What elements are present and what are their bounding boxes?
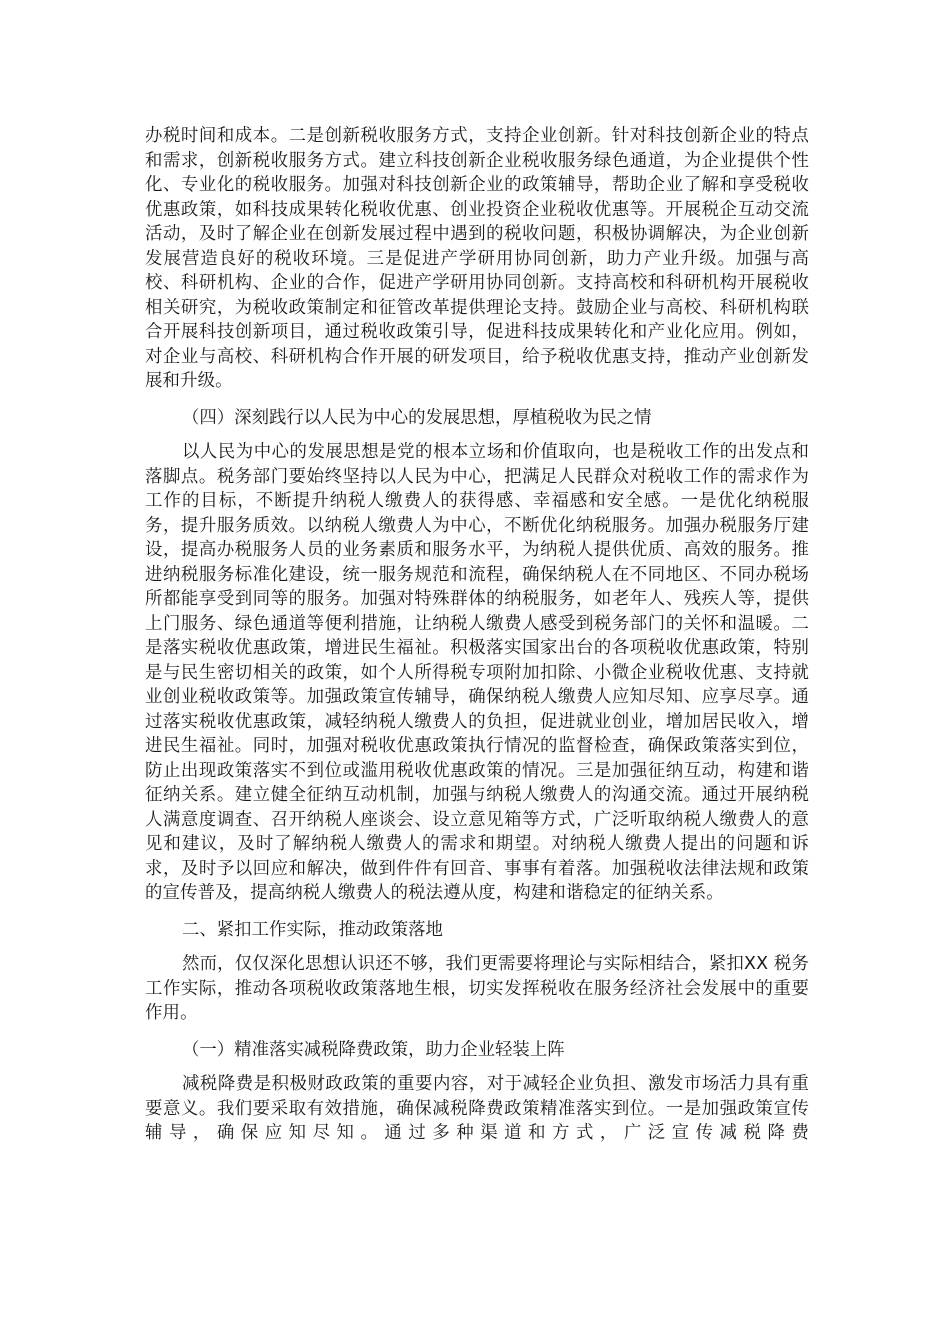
section-heading-tax-reduction: （一）精准落实减税降费政策，助力企业轻装上阵 — [182, 1039, 565, 1060]
section-heading-people-centered: （四）深刻践行以人民为中心的发展思想，厚植税收为民之情 — [182, 407, 652, 428]
paragraph-innovation-services: 办税时间和成本。二是创新税收服务方式，支持企业创新。针对科技创新企业的特点和需求，创新税收服务方式。建立科技创新企业税收服务绿色通道，为企业提供个性化、专业化的税收服务。加强对科技创新企业的政策辅导，帮助企业了解和享受税收优惠政策，如科技成果转化税收优惠、创业投资企业税收优惠等。开展税企互动交流活动，及时了解企业在创新发展过程中遇到的税收问题，积极协调解决，为企业创新发展营造良好的税收环境。三是促进产学研用协同创新，助力产业升级。加强与高校、科研机构、企业的合作，促进产学研用协同创新。支持高校和科研机构开展税收相关研究，为税收政策制定和征管改革提供理论支持。鼓励企业与高校、科研机构联合开展科技创新项目，通过税收政策引导，促进科技成果转化和产业化应用。例如，对企业与高校、科研机构合作开展的研发项目，给予税收优惠支持，推动产业创新发展和升级。 — [145, 126, 809, 391]
paragraph-people-centered: 以人民为中心的发展思想是党的根本立场和价值取向，也是税收工作的出发点和落脚点。税务部门要始终坚持以人民为中心，把满足人民群众对税收工作的需求作为工作的目标，不断提升纳税人缴费人的获得感、幸福感和安全感。一是优化纳税服务，提升服务质效。以纳税人缴费人为中心，不断优化纳税服务。加强办税服务厅建设，提高办税服务人员的业务素质和服务水平，为纳税人提供优质、高效的服务。推进纳税服务标准化建设，统一服务规范和流程，确保纳税人在不同地区、不同办税场所都能享受到同等的服务。加强对特殊群体的纳税服务，如老年人、残疾人等，提供上门服务、绿色通道等便利措施，让纳税人缴费人感受到税务部门的关怀和温暖。二是落实税收优惠政策，增进民生福祉。积极落实国家出台的各项税收优惠政策，特别是与民生密切相关的政策，如个人所得税专项附加扣除、小微企业税收优惠、支持就业创业税收政策等。加强政策宣传辅导，确保纳税人缴费人应知尽知、应享尽享。通过落实税收优惠政策，减轻纳税人缴费人的负担，促进就业创业，增加居民收入，增进民生福祉。同时，加强对税收优惠政策执行情况的监督检查，确保政策落实到位，防止出现政策落实不到位或滥用税收优惠政策的情况。三是加强征纳互动，构建和谐征纳关系。建立健全征纳互动机制，加强与纳税人缴费人的沟通交流。通过开展纳税人满意度调查、召开纳税人座谈会、设立意见箱等方式，广泛听取纳税人缴费人的意见和建议，及时了解纳税人缴费人的需求和期望。对纳税人缴费人提出的问题和诉求，及时予以回应和解决，做到件件有回音、事事有着落。加强税收法律法规和政策的宣传普及，提高纳税人缴费人的税法遵从度，构建和谐稳定的征纳关系。 — [145, 442, 809, 903]
document-page — [145, 124, 809, 1146]
paragraph-tax-reduction: 减税降费是积极财政政策的重要内容，对于减轻企业负担、激发市场活力具有重要意义。我们要采取有效措施，确保减税降费政策精准落实到位。一是加强政策宣传辅导，确保应知尽知。通过多种渠道和方式，广泛宣传减税降费 — [145, 1074, 809, 1143]
paragraph-policy-landing: 然而，仅仅深化思想认识还不够，我们更需要将理论与实际相结合，紧扣XX 税务工作实际，推动各项税收政策落地生根，切实发挥税收在服务经济社会发展中的重要作用。 — [145, 954, 809, 1023]
section-heading-work-reality: 二、紧扣工作实际，推动政策落地 — [182, 919, 443, 940]
